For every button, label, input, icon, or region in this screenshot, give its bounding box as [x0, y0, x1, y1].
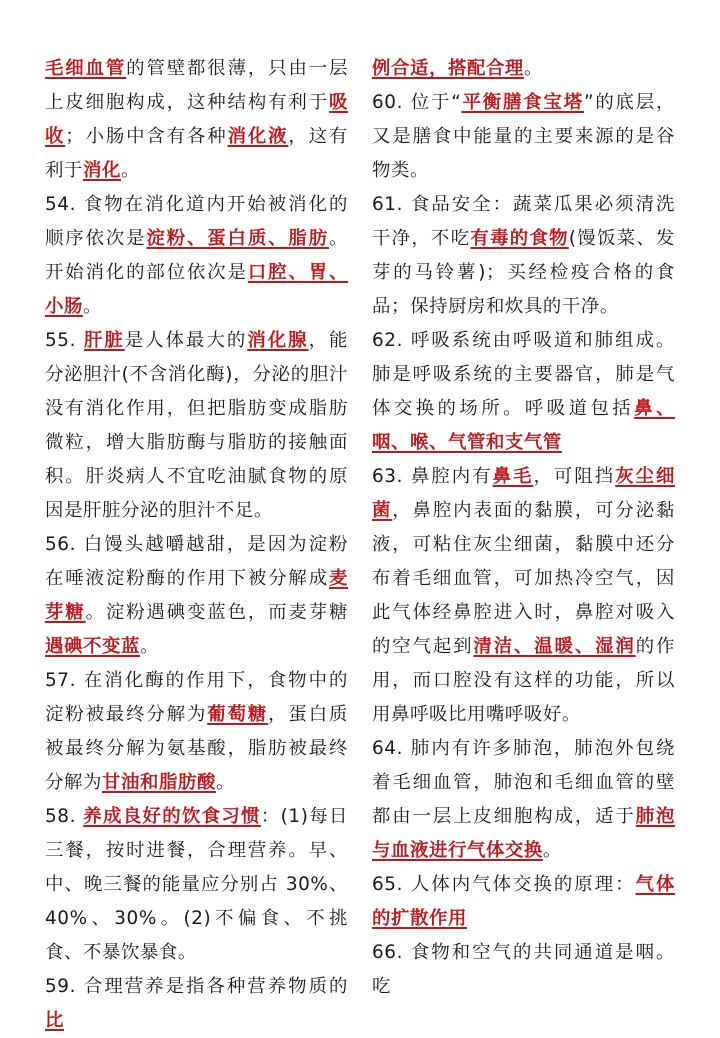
key-term: 消化腺: [247, 330, 309, 351]
knowledge-paragraph: [372, 868, 675, 936]
body-text: 。: [82, 296, 102, 317]
knowledge-paragraph: [372, 86, 675, 188]
body-text: 59. 合理营养是指各种营养物质的: [45, 976, 348, 997]
body-text: 。淀粉遇碘变蓝色，而麦芽糖: [85, 602, 348, 623]
body-text: 60. 位于“: [372, 92, 462, 113]
body-text: 。: [215, 772, 235, 793]
key-term: 肺泡与血液进行气体交换: [372, 806, 675, 861]
body-text: 66. 食物和空气的共同通道是咽。吃: [372, 942, 675, 997]
body-text: 的作用，而口腔没有这样的功能，所以用鼻呼吸比用嘴呼吸好。: [372, 636, 675, 725]
body-text: 57. 在消化酶的作用下，食物中的淀粉被最终分解为: [45, 670, 348, 725]
body-text: ，蛋白质被最终分解为氨基酸，脂肪被最终分解为: [45, 704, 348, 793]
body-text: (馒饭菜、发芽的马铃薯)；买经检疫合格的食品；保持厨房和炊具的干净。: [372, 228, 675, 317]
knowledge-paragraph: [372, 732, 675, 868]
body-text: ；小肠中含有各种: [65, 126, 228, 147]
knowledge-paragraph: [45, 800, 348, 970]
key-term: 遇碘不变蓝: [45, 636, 140, 657]
knowledge-paragraph: [372, 324, 675, 460]
body-text: 55.: [45, 330, 84, 351]
body-text: 。: [139, 636, 159, 657]
right-column: [372, 52, 675, 1004]
knowledge-paragraph: [45, 52, 348, 188]
key-term: 吸收: [45, 92, 348, 147]
knowledge-paragraph: [45, 324, 348, 528]
knowledge-paragraph: [45, 664, 348, 800]
key-term: 毛细血管: [45, 58, 127, 79]
left-column: [45, 52, 348, 1038]
body-text: 。: [542, 840, 562, 861]
knowledge-paragraph: [372, 460, 675, 732]
knowledge-paragraph: [45, 970, 348, 1038]
body-text: 是人体最大的: [124, 330, 248, 351]
body-text: 的管壁都很薄，只由一层上皮细胞构成，这种结构有利于: [45, 58, 348, 113]
body-text: ，这有利于: [45, 126, 348, 181]
knowledge-paragraph: [45, 528, 348, 664]
knowledge-paragraph: [372, 936, 675, 1004]
body-text: 64. 肺内有许多肺泡，肺泡外包绕着毛细血管，肺泡和毛细血管的壁都由一层上皮细胞构成，适于: [372, 738, 675, 827]
knowledge-paragraph: [372, 52, 675, 86]
key-term: 消化: [82, 160, 121, 181]
key-term: 有毒的食物: [470, 228, 569, 249]
key-term: 淀粉、蛋白质、脂肪: [146, 228, 329, 249]
key-term: 肝脏: [83, 330, 125, 351]
body-text: 56. 白馒头越嚼越甜，是因为淀粉在唾液淀粉酶的作用下被分解成: [45, 534, 348, 589]
body-text: 62. 呼吸系统由呼吸道和肺组成。肺是呼吸系统的主要器官，肺是气体交换的场所。呼吸道包括: [372, 330, 675, 419]
key-term: 养成良好的饮食习惯: [83, 806, 261, 827]
knowledge-paragraph: [45, 188, 348, 324]
body-text: 63. 鼻腔内有: [372, 466, 493, 487]
key-term: 口腔、胃、小肠: [45, 262, 348, 317]
key-term: 麦芽糖: [45, 568, 348, 623]
body-text: 。: [120, 160, 140, 181]
key-term: 灰尘细菌: [372, 466, 675, 521]
body-text: ”的底层，又是膳食中能量的主要来源的是谷物类。: [372, 92, 675, 181]
key-term: 清洁、温暖、湿润: [473, 636, 636, 657]
body-text: 。开始消化的部位依次是: [45, 228, 348, 283]
key-term: 例合适，搭配合理: [372, 58, 524, 79]
key-term: 比: [45, 1010, 64, 1031]
body-text: 58.: [45, 806, 84, 827]
key-term: 鼻、咽、喉、气管和支气管: [372, 398, 676, 453]
body-text: 61. 食品安全：蔬菜瓜果必须清洗干净，不吃: [372, 194, 675, 249]
body-text: 54. 食物在消化道内开始被消化的顺序依次是: [45, 194, 348, 249]
body-text: ，鼻腔内表面的黏膜，可分泌黏液，可粘住灰尘细菌，黏膜中还分布着毛细血管，可加热冷空气，因此气体经鼻腔进入时，鼻腔对吸入的空气起到: [372, 500, 675, 657]
key-term: 消化液: [227, 126, 289, 147]
key-term: 平衡膳食宝塔: [461, 92, 584, 113]
body-text: ，能分泌胆汁(不含消化酶)，分泌的胆汁没有消化作用，但把脂肪变成脂肪微粒，增大脂肪酶与脂肪的接触面积。肝炎病人不宜吃油腻食物的原因是肝脏分泌的胆汁不足。: [45, 330, 348, 521]
body-text: 65. 人体内气体交换的原理：: [372, 874, 636, 895]
knowledge-paragraph: [372, 188, 675, 324]
key-term: 葡萄糖: [207, 704, 269, 725]
key-term: 鼻毛: [492, 466, 534, 487]
body-text: ：(1)每日三餐，按时进餐，合理营养。早、中、晚三餐的能量应分别占 30%、40%、30%。(2)不偏食、不挑食、不暴饮暴食。: [45, 806, 348, 963]
key-term: 甘油和脂肪酸: [101, 772, 216, 793]
body-text: ，可阻挡: [533, 466, 616, 487]
key-term: 气体的扩散作用: [372, 874, 676, 929]
body-text: 。: [523, 58, 543, 79]
